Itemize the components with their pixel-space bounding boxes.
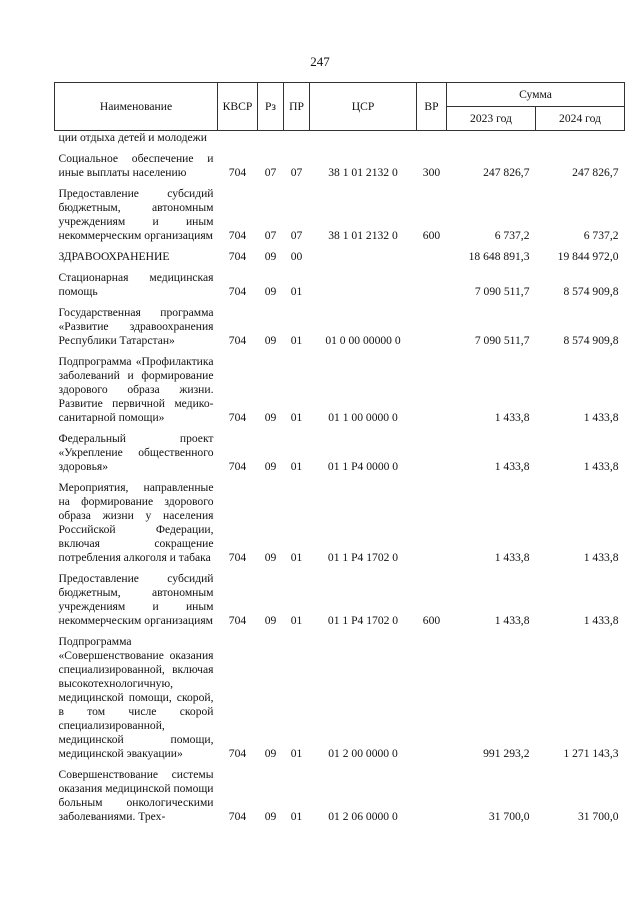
cell-sum-2023: 7 090 511,7 [474, 285, 530, 298]
cell-sum-2023: 1 433,8 [494, 551, 530, 564]
cell-kvsr: 704 [228, 747, 247, 760]
cell-kvsr: 704 [228, 411, 247, 424]
cell-rz: 09 [264, 460, 277, 473]
table-row [55, 628, 625, 761]
cell-sum-2024: 1 433,8 [583, 411, 619, 424]
table-row [55, 299, 625, 348]
header-sum: Сумма [447, 83, 625, 107]
cell-sum-2024: 6 737,2 [583, 229, 619, 242]
header-csr: ЦСР [310, 83, 417, 131]
header-year-2023: 2023 год [447, 107, 536, 131]
cell-vr [417, 299, 447, 348]
cell-vr: 600 [422, 614, 441, 627]
cell-pr: 01 [290, 551, 303, 564]
cell-pr: 07 [290, 166, 303, 179]
cell-kvsr: 704 [228, 810, 247, 823]
cell-sum-2023: 18 648 891,3 [468, 250, 530, 263]
header-kvsr: КВСР [218, 83, 258, 131]
cell-csr: 01 2 06 0000 0 [328, 810, 398, 823]
cell-csr: 01 1 Р4 1702 0 [327, 614, 399, 627]
cell-sum-2024: 8 574 909,8 [563, 285, 619, 298]
cell-pr [284, 131, 310, 146]
cell-pr: 01 [290, 747, 303, 760]
cell-sum-2023: 31 700,0 [488, 810, 530, 823]
cell-vr [417, 131, 447, 146]
cell-vr [417, 348, 447, 425]
cell-kvsr: 704 [228, 250, 247, 263]
cell-name: Подпрограмма «Совершенствование оказания специализированной, включая высокотехнологичную, медицинской помощи, скорой, в том числе скорой специализированной, медицинской помощи, медицинской эвакуации» [58, 635, 214, 760]
cell-rz: 09 [264, 810, 277, 823]
table-row [55, 565, 625, 628]
cell-sum-2023: 6 737,2 [494, 229, 530, 242]
cell-sum-2024: 31 700,0 [577, 810, 619, 823]
page-number: 247 [310, 54, 330, 69]
cell-sum-2023: 1 433,8 [494, 614, 530, 627]
cell-name: Мероприятия, направленные на формирование здорового образа жизни у населения Российской Федерации, включая сокращение потребления алкоголя и табака [58, 481, 214, 564]
cell-pr: 01 [290, 334, 303, 347]
cell-vr [417, 425, 447, 474]
cell-vr: 300 [422, 166, 441, 179]
header-year-2024: 2024 год [536, 107, 625, 131]
cell-pr: 01 [290, 285, 303, 298]
table-row [55, 145, 625, 180]
cell-sum-2024 [536, 131, 625, 146]
cell-rz: 07 [264, 229, 277, 242]
cell-rz: 09 [264, 747, 277, 760]
cell-sum-2024: 247 826,7 [572, 166, 619, 179]
cell-kvsr: 704 [228, 614, 247, 627]
cell-rz: 09 [264, 411, 277, 424]
table-row [55, 243, 625, 264]
cell-csr: 38 1 01 2132 0 [328, 229, 398, 242]
cell-rz [258, 131, 284, 146]
cell-rz: 09 [264, 285, 277, 298]
cell-kvsr [218, 131, 258, 146]
cell-sum-2024: 19 844 972,0 [557, 250, 619, 263]
cell-sum-2024: 8 574 909,8 [563, 334, 619, 347]
cell-name: Предоставление субсидий бюджетным, автономным учреждениям и иным некоммерческим организациям [58, 572, 214, 627]
cell-sum-2024: 1 433,8 [583, 460, 619, 473]
cell-name: Государственная программа «Развитие здравоохранения Республики Татарстан» [58, 306, 214, 347]
cell-pr: 07 [290, 229, 303, 242]
cell-name: Подпрограмма «Профилактика заболеваний и формирование здорового образа жизни. Развитие первичной медико-санитарной помощи» [58, 355, 214, 424]
cell-pr: 01 [290, 810, 303, 823]
cell-sum-2023: 991 293,2 [483, 747, 530, 760]
cell-kvsr: 704 [228, 166, 247, 179]
cell-sum-2024: 1 271 143,3 [563, 747, 619, 760]
table-header [55, 83, 625, 131]
cell-csr [310, 243, 417, 264]
cell-rz: 09 [264, 551, 277, 564]
cell-name: ции отдыха детей и молодежи [58, 131, 207, 144]
header-vr: ВР [417, 83, 447, 131]
cell-sum-2023: 7 090 511,7 [474, 334, 530, 347]
cell-csr: 38 1 01 2132 0 [328, 166, 398, 179]
cell-rz: 09 [264, 250, 277, 263]
cell-csr [310, 131, 417, 146]
cell-pr: 00 [290, 250, 303, 263]
table-row [55, 761, 625, 824]
cell-kvsr: 704 [228, 460, 247, 473]
cell-csr: 01 1 00 0000 0 [328, 411, 398, 424]
table-body [55, 131, 625, 825]
cell-pr: 01 [290, 411, 303, 424]
cell-name: Совершенствование системы оказания медицинской помощи больным онкологическими заболеваниями. Трех- [58, 768, 214, 823]
cell-sum-2024: 1 433,8 [583, 551, 619, 564]
cell-name: Социальное обеспечение и иные выплаты населению [58, 152, 214, 179]
cell-sum-2023 [447, 131, 536, 146]
cell-name: Предоставление субсидий бюджетным, автономным учреждениям и иным некоммерческим организациям [58, 187, 214, 242]
cell-name: Федеральный проект «Укрепление общественного здоровья» [58, 432, 214, 473]
cell-csr: 01 1 Р4 0000 0 [327, 460, 399, 473]
table-row [55, 131, 625, 146]
cell-name: ЗДРАВООХРАНЕНИЕ [58, 250, 170, 263]
cell-rz: 09 [264, 334, 277, 347]
cell-vr [417, 628, 447, 761]
cell-csr: 01 0 00 00000 0 [325, 334, 401, 347]
cell-name: Стационарная медицинская помощь [58, 271, 214, 298]
cell-pr: 01 [290, 460, 303, 473]
cell-rz: 09 [264, 614, 277, 627]
table-row [55, 425, 625, 474]
cell-kvsr: 704 [228, 285, 247, 298]
cell-kvsr: 704 [228, 229, 247, 242]
cell-csr [310, 264, 417, 299]
cell-csr: 01 2 00 0000 0 [328, 747, 398, 760]
table-row [55, 474, 625, 565]
table-row [55, 180, 625, 243]
cell-vr [417, 761, 447, 824]
cell-vr [417, 243, 447, 264]
cell-pr: 01 [290, 614, 303, 627]
table-row [55, 264, 625, 299]
cell-sum-2023: 1 433,8 [494, 411, 530, 424]
cell-sum-2024: 1 433,8 [583, 614, 619, 627]
header-name: Наименование [55, 83, 218, 131]
cell-vr [417, 264, 447, 299]
header-rz: Рз [258, 83, 284, 131]
cell-vr: 600 [422, 229, 441, 242]
budget-table [54, 82, 625, 824]
cell-sum-2023: 247 826,7 [483, 166, 530, 179]
header-pr: ПР [284, 83, 310, 131]
cell-rz: 07 [264, 166, 277, 179]
cell-sum-2023: 1 433,8 [494, 460, 530, 473]
table-row [55, 348, 625, 425]
cell-csr: 01 1 Р4 1702 0 [327, 551, 399, 564]
cell-vr [417, 474, 447, 565]
cell-kvsr: 704 [228, 334, 247, 347]
cell-kvsr: 704 [228, 551, 247, 564]
